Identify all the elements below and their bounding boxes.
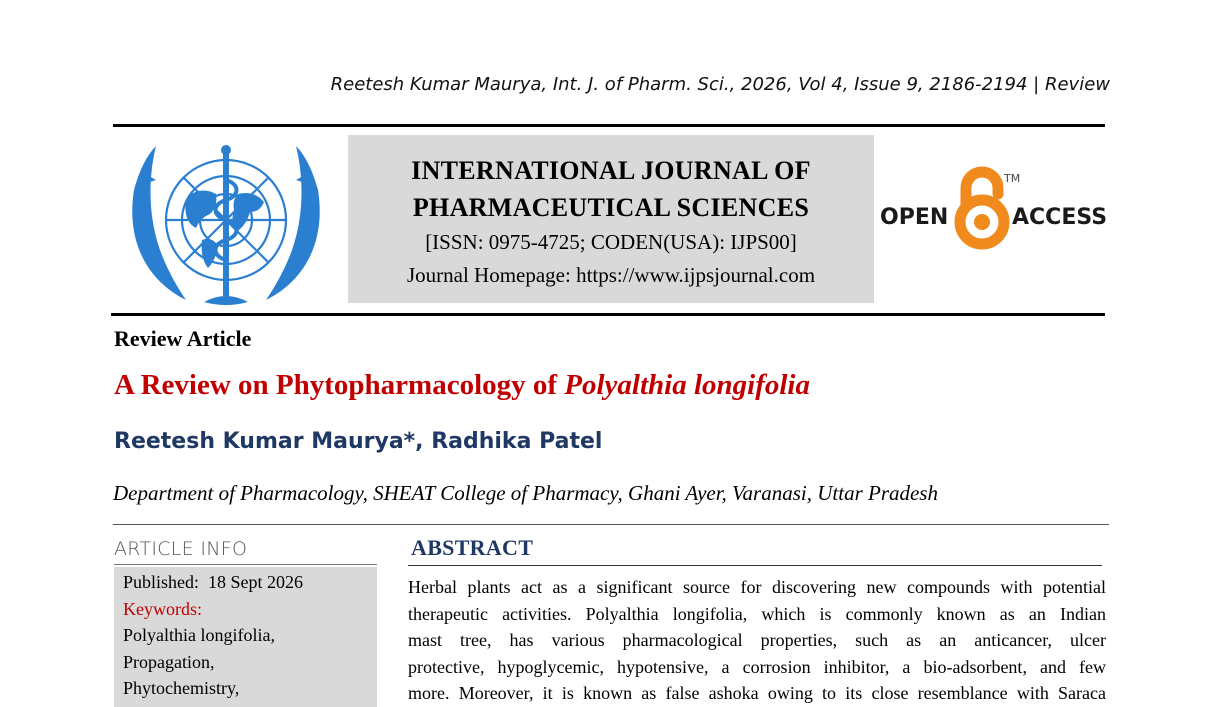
abstract-rule	[408, 565, 1102, 566]
header-top-rule	[113, 124, 1105, 127]
article-info-box	[114, 567, 377, 707]
journal-masthead	[348, 135, 874, 303]
keyword-item: Propagation,	[123, 651, 215, 672]
abstract-line: therapeutic activities. Polyalthia longifolia, which is commonly known as an Indian	[408, 603, 1106, 624]
open-access-logo	[880, 166, 1106, 252]
abstract-body	[408, 574, 1106, 707]
article-info-heading: ARTICLE INFO	[114, 538, 248, 560]
published-date: 18 Sept 2026	[208, 572, 304, 592]
article-title-plain: A Review on Phytopharmacology of	[114, 369, 565, 401]
header-bottom-rule	[111, 313, 1105, 316]
article-authors: Reetesh Kumar Maurya*, Radhika Patel	[114, 429, 603, 454]
journal-name-line2: PHARMACEUTICAL SCIENCES	[412, 193, 810, 222]
published-row	[123, 569, 368, 596]
article-title	[114, 369, 810, 402]
journal-emblem-icon	[126, 140, 326, 308]
keyword-item: Polyalthia longifolia,	[123, 625, 275, 645]
journal-homepage[interactable]: Journal Homepage: https://www.ijpsjournal.com	[406, 263, 816, 287]
abstract-line: mast tree, has various pharmacological properties, such as an anticancer, ulcer	[408, 630, 1106, 650]
affiliation-rule	[113, 524, 1109, 525]
article-affiliation: Department of Pharmacology, SHEAT College of Pharmacy, Ghani Ayer, Varanasi, Uttar Pradesh	[113, 481, 938, 505]
open-access-word-access: ACCESS	[1012, 205, 1106, 230]
abstract-line: protective, hypoglycemic, hypotensive, a corrosion inhibitor, a bio-adsorbent, and few	[408, 656, 1106, 677]
keywords-label: Keywords:	[123, 598, 202, 619]
open-access-tm: TM	[1004, 172, 1021, 185]
journal-name-line1: INTERNATIONAL JOURNAL OF	[411, 156, 811, 185]
article-type: Review Article	[114, 326, 252, 351]
abstract-line: Herbal plants act as a significant source for discovering new compounds with potential	[408, 577, 1106, 597]
citation-header: Reetesh Kumar Maurya, Int. J. of Pharm. Sci., 2026, Vol 4, Issue 9, 2186-2194 | Review	[330, 74, 1110, 95]
published-label: Published:	[123, 572, 200, 592]
abstract-line: more. Moreover, it is known as false ashoka owing to its close resemblance with Saraca	[408, 683, 1106, 703]
keyword-item: Phytochemistry,	[123, 678, 240, 698]
journal-issn: [ISSN: 0975-4725; CODEN(USA): IJPS00]	[425, 230, 797, 254]
abstract-heading: ABSTRACT	[411, 535, 534, 560]
open-access-word-open: OPEN	[880, 205, 949, 230]
article-title-species: Polyalthia longifolia	[564, 369, 810, 401]
article-info-rule	[114, 564, 377, 565]
